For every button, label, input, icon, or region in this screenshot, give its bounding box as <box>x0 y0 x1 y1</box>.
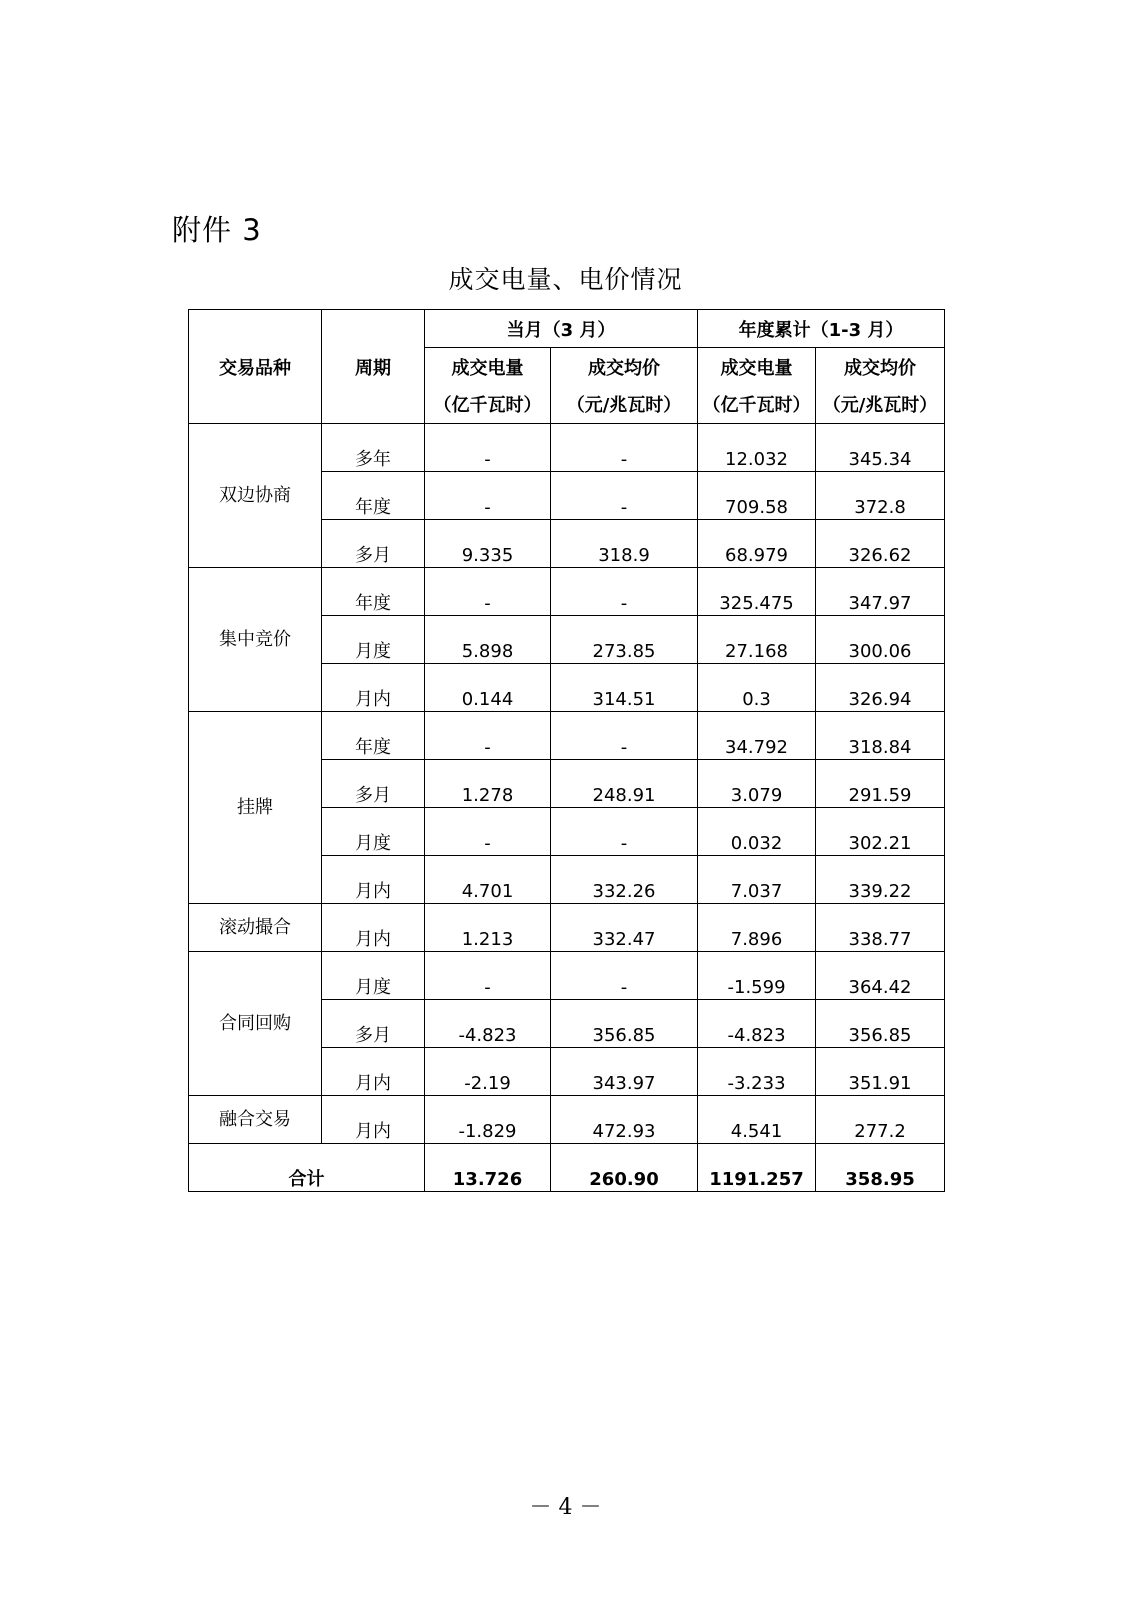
ytd-price-cell: 339.22 <box>816 856 945 904</box>
current-volume-cell: 0.144 <box>425 664 551 712</box>
current-price-cell: 356.85 <box>551 1000 698 1048</box>
ytd-volume-cell: 0.032 <box>698 808 816 856</box>
current-price-cell: - <box>551 568 698 616</box>
current-price-cell: 314.51 <box>551 664 698 712</box>
current-volume-cell: - <box>425 472 551 520</box>
ytd-price-cell: 302.21 <box>816 808 945 856</box>
period-cell: 月内 <box>322 1096 425 1144</box>
period-cell: 多年 <box>322 424 425 472</box>
current-price-cell: - <box>551 712 698 760</box>
period-cell: 多月 <box>322 1000 425 1048</box>
total-ytd-volume: 1191.257 <box>698 1144 816 1192</box>
current-price-cell: - <box>551 952 698 1000</box>
ytd-price-cell: 338.77 <box>816 904 945 952</box>
current-volume-cell: -2.19 <box>425 1048 551 1096</box>
period-cell: 多月 <box>322 760 425 808</box>
table-row <box>189 712 945 760</box>
current-volume-cell: 1.213 <box>425 904 551 952</box>
period-cell: 月内 <box>322 856 425 904</box>
period-cell: 月度 <box>322 616 425 664</box>
ytd-price-cell: 351.91 <box>816 1048 945 1096</box>
current-price-cell: 332.47 <box>551 904 698 952</box>
table-row <box>189 568 945 616</box>
current-price-cell: 472.93 <box>551 1096 698 1144</box>
header-current-month: 当月（3 月） <box>425 310 698 348</box>
period-cell: 月度 <box>322 952 425 1000</box>
period-cell: 月内 <box>322 664 425 712</box>
current-price-cell: - <box>551 808 698 856</box>
header-cur-price-unit: （元/兆瓦时） <box>551 386 698 424</box>
ytd-price-cell: 277.2 <box>816 1096 945 1144</box>
period-cell: 月度 <box>322 808 425 856</box>
ytd-volume-cell: -4.823 <box>698 1000 816 1048</box>
ytd-volume-cell: 7.896 <box>698 904 816 952</box>
current-volume-cell: - <box>425 712 551 760</box>
ytd-volume-cell: 68.979 <box>698 520 816 568</box>
header-type: 交易品种 <box>189 310 322 424</box>
current-price-cell: 273.85 <box>551 616 698 664</box>
period-cell: 年度 <box>322 712 425 760</box>
page-number: － 4 － <box>529 1495 602 1520</box>
ytd-price-cell: 372.8 <box>816 472 945 520</box>
ytd-volume-cell: 7.037 <box>698 856 816 904</box>
table-row <box>189 952 945 1000</box>
total-row <box>189 1144 945 1192</box>
category-cell: 滚动撮合 <box>189 904 322 952</box>
current-volume-cell: 5.898 <box>425 616 551 664</box>
current-volume-cell: 4.701 <box>425 856 551 904</box>
current-volume-cell: 9.335 <box>425 520 551 568</box>
ytd-volume-cell: 4.541 <box>698 1096 816 1144</box>
current-volume-cell: -4.823 <box>425 1000 551 1048</box>
period-cell: 月内 <box>322 904 425 952</box>
ytd-price-cell: 326.62 <box>816 520 945 568</box>
ytd-price-cell: 356.85 <box>816 1000 945 1048</box>
ytd-price-cell: 345.34 <box>816 424 945 472</box>
header-ytd: 年度累计（1-3 月） <box>698 310 945 348</box>
category-cell: 合同回购 <box>189 952 322 1096</box>
total-current-price: 260.90 <box>551 1144 698 1192</box>
current-price-cell: - <box>551 472 698 520</box>
category-cell: 融合交易 <box>189 1096 322 1144</box>
ytd-price-cell: 326.94 <box>816 664 945 712</box>
ytd-volume-cell: 709.58 <box>698 472 816 520</box>
table-row <box>189 904 945 952</box>
header-cur-volume: 成交电量 <box>425 348 551 386</box>
ytd-volume-cell: 12.032 <box>698 424 816 472</box>
current-price-cell: - <box>551 424 698 472</box>
ytd-price-cell: 291.59 <box>816 760 945 808</box>
header-cur-volume-unit: （亿千瓦时） <box>425 386 551 424</box>
period-cell: 多月 <box>322 520 425 568</box>
ytd-price-cell: 300.06 <box>816 616 945 664</box>
ytd-volume-cell: 34.792 <box>698 712 816 760</box>
category-cell: 集中竞价 <box>189 568 322 712</box>
ytd-volume-cell: -3.233 <box>698 1048 816 1096</box>
current-volume-cell: - <box>425 568 551 616</box>
header-period: 周期 <box>322 310 425 424</box>
header-ytd-volume: 成交电量 <box>698 348 816 386</box>
current-price-cell: 248.91 <box>551 760 698 808</box>
current-price-cell: 343.97 <box>551 1048 698 1096</box>
header-ytd-price: 成交均价 <box>816 348 945 386</box>
current-volume-cell: 1.278 <box>425 760 551 808</box>
current-volume-cell: - <box>425 424 551 472</box>
ytd-price-cell: 364.42 <box>816 952 945 1000</box>
ytd-volume-cell: 325.475 <box>698 568 816 616</box>
total-label: 合计 <box>189 1144 425 1192</box>
header-ytd-volume-unit: （亿千瓦时） <box>698 386 816 424</box>
category-cell: 挂牌 <box>189 712 322 904</box>
current-volume-cell: -1.829 <box>425 1096 551 1144</box>
current-volume-cell: - <box>425 808 551 856</box>
attachment-label: 附件 3 <box>172 213 262 247</box>
table-row <box>189 424 945 472</box>
ytd-volume-cell: 0.3 <box>698 664 816 712</box>
current-price-cell: 332.26 <box>551 856 698 904</box>
ytd-volume-cell: -1.599 <box>698 952 816 1000</box>
category-cell: 双边协商 <box>189 424 322 568</box>
ytd-volume-cell: 3.079 <box>698 760 816 808</box>
ytd-volume-cell: 27.168 <box>698 616 816 664</box>
current-price-cell: 318.9 <box>551 520 698 568</box>
period-cell: 月内 <box>322 1048 425 1096</box>
transaction-table <box>188 309 945 1192</box>
current-volume-cell: - <box>425 952 551 1000</box>
page-title: 成交电量、电价情况 <box>448 265 683 294</box>
table-row <box>189 1096 945 1144</box>
period-cell: 年度 <box>322 568 425 616</box>
total-ytd-price: 358.95 <box>816 1144 945 1192</box>
header-ytd-price-unit: （元/兆瓦时） <box>816 386 945 424</box>
total-current-volume: 13.726 <box>425 1144 551 1192</box>
header-cur-price: 成交均价 <box>551 348 698 386</box>
ytd-price-cell: 347.97 <box>816 568 945 616</box>
period-cell: 年度 <box>322 472 425 520</box>
ytd-price-cell: 318.84 <box>816 712 945 760</box>
